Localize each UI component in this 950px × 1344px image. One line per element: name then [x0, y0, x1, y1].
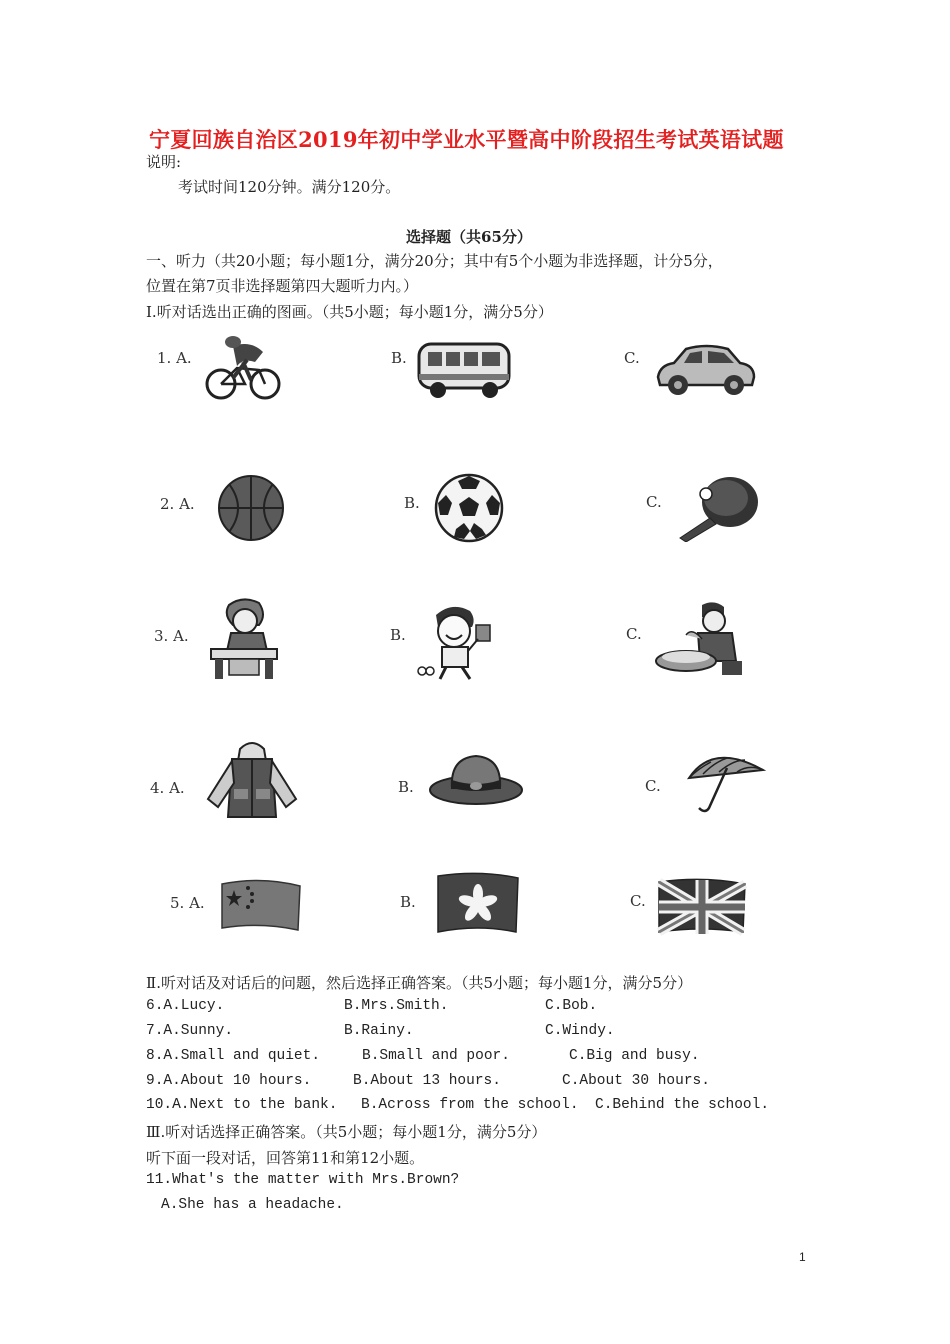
q3-option-a-label: 3. A. — [154, 627, 189, 645]
q3-option-b-label: B. — [390, 626, 406, 644]
q2-option-a-label: 2. A. — [160, 495, 195, 513]
q2-option-b-label: B. — [404, 494, 420, 512]
part3-intro: 听下面一段对话，回答第11和第12小题。 — [146, 1149, 425, 1167]
part1-instruction-line1: 一、听力（共20小题；每小题1分，满分20分；其中有5个小题为非选择题，计分5分， — [146, 252, 723, 270]
jacket-icon — [204, 739, 300, 819]
q5-option-a-label: 5. A. — [170, 894, 205, 912]
child-washing-icon — [652, 599, 746, 681]
section-heading: 选择题（共65分） — [406, 228, 532, 246]
umbrella-icon — [683, 748, 769, 814]
q6-option-b: B.Mrs.Smith. — [344, 998, 449, 1014]
q9-option-b: B.About 13 hours. — [353, 1073, 501, 1089]
q6-option-c: C.Bob. — [545, 998, 598, 1014]
q11-question: 11.What's the matter with Mrs.Brown? — [146, 1172, 460, 1188]
part1-sub-instruction: Ⅰ.听对话选出正确的图画。（共5小题；每小题1分，满分5分） — [146, 303, 553, 321]
q8-option-b: B.Small and poor. — [362, 1048, 510, 1064]
q1-option-c-label: C. — [624, 349, 640, 367]
q5-option-c-label: C. — [630, 892, 646, 910]
q10-option-a: 10.A.Next to the bank. — [146, 1097, 338, 1113]
q4-option-c-label: C. — [645, 777, 661, 795]
cyclist-icon — [203, 332, 283, 402]
q4-option-a-label: 4. A. — [150, 779, 185, 797]
part3-heading: Ⅲ.听对话选择正确答案。（共5小题；每小题1分，满分5分） — [146, 1123, 547, 1141]
basketball-icon — [217, 474, 285, 542]
q3-option-c-label: C. — [626, 625, 642, 643]
q9-option-a: 9.A.About 10 hours. — [146, 1073, 312, 1089]
student-writing-icon — [207, 595, 281, 681]
hat-icon — [428, 752, 524, 806]
q1-option-a-label: 1. A. — [157, 349, 192, 367]
q2-option-c-label: C. — [646, 493, 662, 511]
q9-option-c: C.About 30 hours. — [562, 1073, 710, 1089]
q6-option-a: 6.A.Lucy. — [146, 998, 225, 1014]
q10-option-b: B.Across from the school. — [361, 1097, 579, 1113]
uk-flag-icon — [655, 878, 749, 936]
china-flag-icon — [218, 878, 304, 934]
hong-kong-flag-icon — [434, 872, 522, 936]
part1-instruction-line2: 位置在第7页非选择题第四大题听力内。） — [146, 277, 419, 295]
q1-option-b-label: B. — [391, 349, 407, 367]
note-label: 说明: — [146, 153, 182, 171]
q7-option-c: C.Windy. — [545, 1023, 615, 1039]
car-icon — [654, 341, 758, 399]
bus-icon — [416, 338, 512, 402]
q7-option-a: 7.A.Sunny. — [146, 1023, 234, 1039]
note-text: 考试时间120分钟。满分120分。 — [178, 178, 401, 196]
q10-option-c: C.Behind the school. — [595, 1097, 770, 1113]
exam-title: 宁夏回族自治区2019年初中学业水平暨高中阶段招生考试英语试题 — [149, 127, 784, 152]
part2-heading: Ⅱ.听对话及对话后的问题，然后选择正确答案。（共5小题；每小题1分，满分5分） — [146, 974, 693, 992]
ping-pong-paddle-icon — [676, 474, 760, 542]
page-number: 1 — [799, 1250, 806, 1264]
q5-option-b-label: B. — [400, 893, 416, 911]
q4-option-b-label: B. — [398, 778, 414, 796]
child-with-book-icon — [416, 601, 500, 681]
q7-option-b: B.Rainy. — [344, 1023, 414, 1039]
q11-option-a: A.She has a headache. — [161, 1197, 344, 1213]
football-icon — [434, 473, 504, 543]
q8-option-c: C.Big and busy. — [569, 1048, 700, 1064]
q8-option-a: 8.A.Small and quiet. — [146, 1048, 321, 1064]
